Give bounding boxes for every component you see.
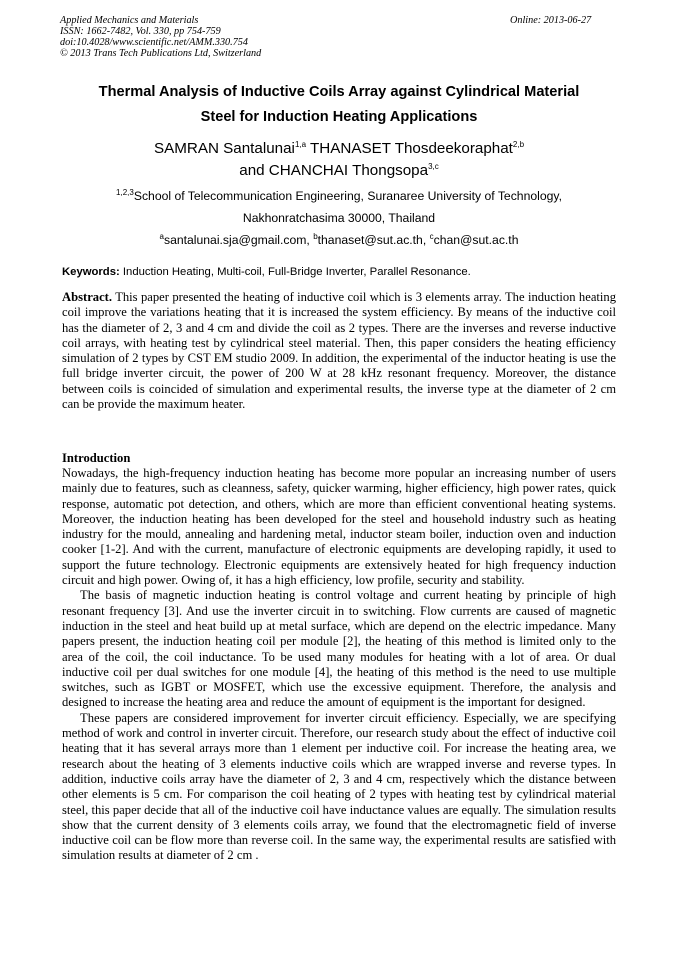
keywords-label: Keywords:	[62, 266, 120, 278]
keywords-text: Induction Heating, Multi-coil, Full-Bridge Inverter, Parallel Resonance.	[119, 266, 471, 278]
affiliation-block	[60, 185, 618, 251]
abstract-label: Abstract.	[62, 290, 113, 304]
author-2: THANASET Thosdeekoraphat	[306, 140, 513, 157]
introduction-heading: Introduction	[62, 451, 131, 465]
doi-line[interactable]: doi:10.4028/www.scientific.net/AMM.330.754	[60, 37, 248, 48]
affiliation-text-1: School of Telecommunication Engineering, Suranaree University of Technology,	[133, 189, 562, 203]
abstract-paragraph	[62, 290, 616, 412]
author-1-sup: 1,a	[294, 139, 307, 149]
title-line-1: Thermal Analysis of Inductive Coils Array against Cylindrical Material	[98, 84, 580, 100]
intro-paragraph-2: The basis of magnetic induction heating is control voltage and current heating by principle of high resonant frequency [3]. And use the inverter circuit in to switching. Flow currents are caused of magnetic induction in the steel and heat build up at metal surface, which are depend on the electric impedance. Many papers present, the induction heating coil per module [2], the heating of this method is limited only to the area of the coil, the coil inductance. To be used many modules for heating with a lot of area. Or dual inductive coil per dual switches for one module [4], the heating of this method is the need to use multiple switches, such as IGBT or MOSFET, which use the excessive equipment. Therefore, the analysis and designed to increase the heating area and reduce the amount of equipment is the important for designed.	[62, 588, 616, 710]
author-3-sup: 3,c	[428, 161, 439, 171]
author-3: and CHANCHAI Thongsopa	[239, 162, 429, 179]
author-line-1	[60, 138, 618, 160]
introduction-body	[62, 466, 616, 864]
email-b[interactable]: thanaset@sut.ac.th,	[317, 233, 430, 247]
email-b-sup: b	[313, 231, 318, 241]
affiliation-line-2: Nakhonratchasima 30000, Thailand	[242, 211, 436, 225]
journal-name: Applied Mechanics and Materials	[60, 15, 199, 26]
affiliation-line-1	[60, 185, 618, 207]
copyright-line: © 2013 Trans Tech Publications Ltd, Switzerland	[60, 48, 262, 59]
title-line-2: Steel for Induction Heating Applications	[200, 109, 478, 125]
paper-title	[60, 80, 618, 130]
issn-line: ISSN: 1662-7482, Vol. 330, pp 754-759	[60, 26, 221, 37]
abstract-text: This paper presented the heating of inductive coil which is 3 elements array. The induction heating coil improve the variations heating that it is increased the system efficiency. By means of the inductive coil has the diameter of 2, 3 and 4 cm and divide the coil as 2 types. There are the inverses and reverse inductive coil arrays, with heating test by cylindrical steel material. Then, this paper considers the heating efficiency simulation of 2 types by CST EM studio 2009. In addition, the experimental of the inductor heating is use the full bridge inverter circuit, the power of 200 W at 28 kHz resonant frequency. Moreover, the distance between coils is coincided of simulation and experimental results, the inverse type at the diameter of 2 cm can be provide the maximum heater.	[62, 290, 616, 412]
author-2-sup: 2,b	[512, 139, 525, 149]
author-line-2	[60, 160, 618, 182]
online-date: Online: 2013-06-27	[510, 15, 592, 26]
intro-paragraph-3: These papers are considered improvement for inverter circuit efficiency. Especially, we are specifying method of work and control in inverter circuit. Therefore, our research study about the effect of inductive coil heating that it has several arrays more than 1 element per inductive coil. For increase the heating area, we research about the heating of 3 elements inductive coils which are wrapped inverse and reverse types. In addition, inductive coils array have the diameter of 2, 3 and 4 cm, respectively which the distance between other elements is 5 cm. For comparison the coil heating of 2 types with heating test by cylindrical material steel, this paper decide that all of the inductive coil have inductance values are equally. The simulation results show that the current density of 3 elements coils array, we found that the electromagnetic field of inverse inductive coil can be flow more than reverse coil. In the same way, the experimental results are satisfied with simulation results at diameter of 2 cm .	[62, 710, 616, 863]
email-c-sup: c	[429, 231, 434, 241]
keywords-line	[62, 266, 618, 278]
email-line	[60, 229, 618, 251]
email-c[interactable]: chan@sut.ac.th	[433, 233, 519, 247]
journal-header	[60, 15, 261, 59]
email-a-sup: a	[159, 231, 164, 241]
email-a[interactable]: santalunai.sja@gmail.com,	[163, 233, 314, 247]
affiliation-sup: 1,2,3	[116, 187, 134, 197]
author-1: SAMRAN Santalunai	[153, 140, 295, 157]
intro-paragraph-1: Nowadays, the high-frequency induction heating has become more popular an increasing number of users mainly due to features, such as cleanness, safety, quicker warming, higher efficiency, high power rates, quick response, automatic pot detection, and others, which are more than efficient conventional heating systems. Moreover, the induction heating has been developed for the steel and household industry such as heating industry for the mould, annealing and hardening metal, inductor steam boiler, induction oven and induction cooker [1-2]. And with the current, manufacture of electronic equipments are developing rapidly, it used to support the future technology. Electronic equipments are extensively heated for high frequency induction circuit and high power. Owing of, it has a high efficiency, low profile, security and stability.	[62, 466, 616, 588]
author-list	[60, 138, 618, 182]
